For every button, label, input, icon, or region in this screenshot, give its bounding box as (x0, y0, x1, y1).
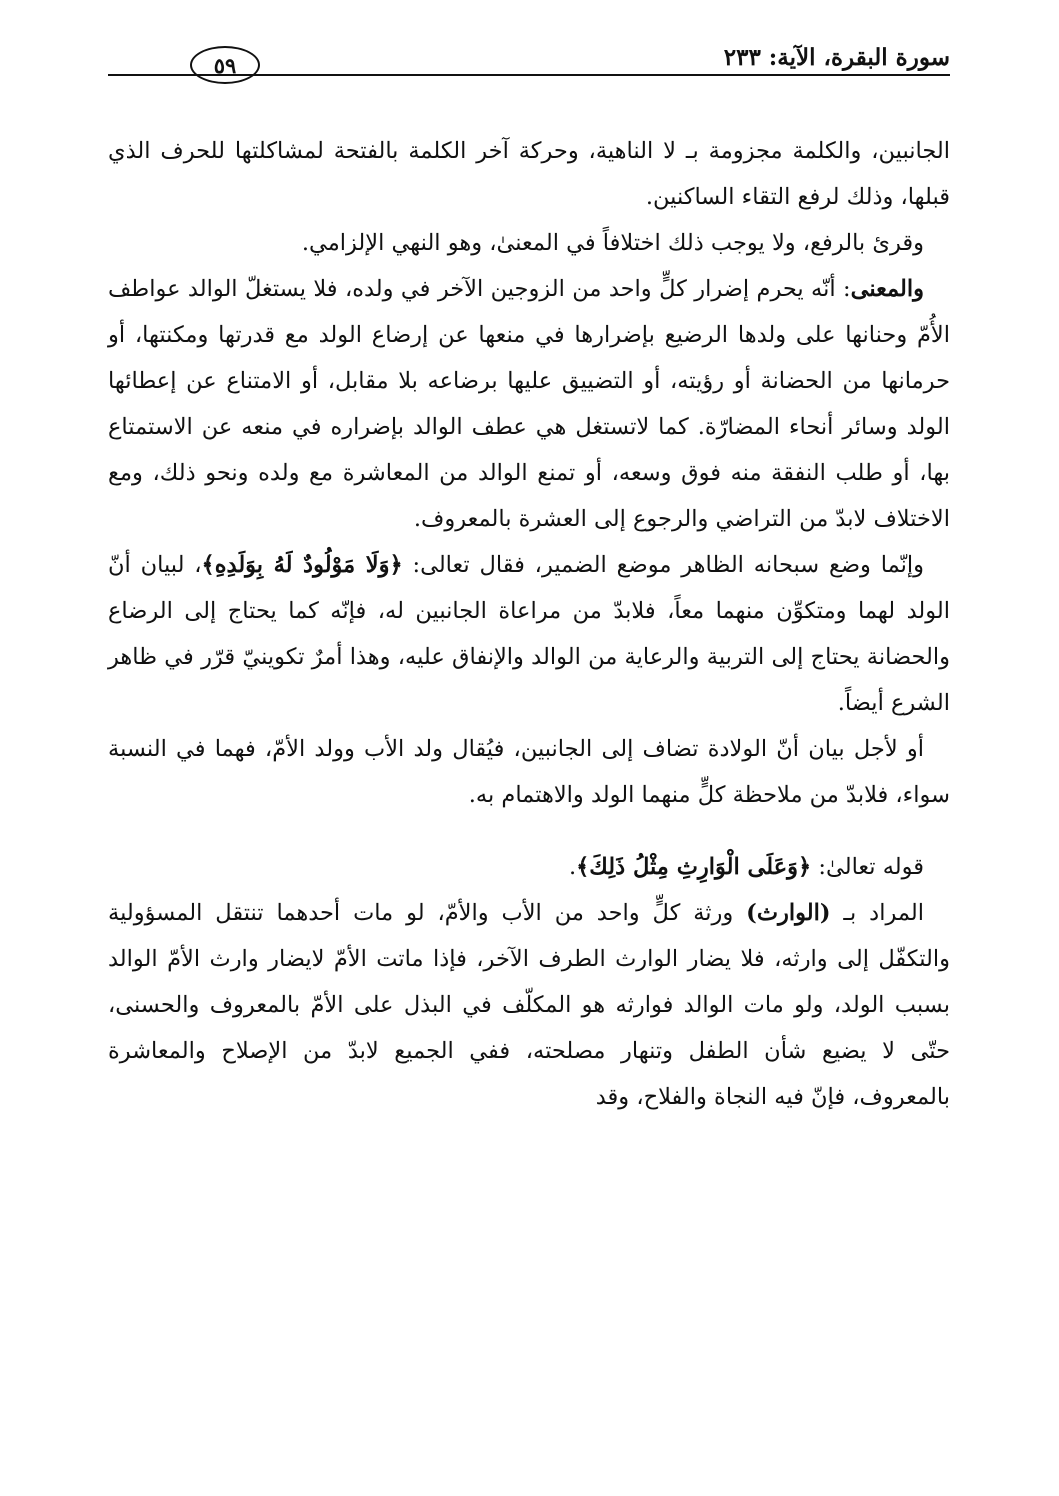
quran-quote: ﴿وَعَلَى الْوَارِثِ مِثْلُ ذَلِكَ﴾ (576, 854, 812, 880)
paragraph-5: أو لأجل بيان أنّ الولادة تضاف إلى الجانبين، فيُقال ولد الأب وولد الأمّ، فهما في النسبة سواء، فلابدّ من ملاحظة كلٍّ منهما الولد والاهتمام به. (108, 736, 950, 808)
paragraph-4: وإنّما وضع سبحانه الظاهر موضع الضمير، فقال تعالى: ﴿وَلَا مَوْلُودٌ لَهُ بِوَلَدِهِ﴾، لبيان أنّ الولد لهما ومتكوِّن منهما معاً، فلابدّ من مراعاة الجانبين له، فإنّه كما يحتاج إلى الرضاع والحضانة يحتاج إلى التربية والرعاية من الوالد والإنفاق عليه، وهذا أمرٌ تكوينيّ قرّر في ظاهر الشرع أيضاً. (108, 552, 950, 716)
page-number: ٥٩ (190, 46, 260, 84)
paragraph-6: قوله تعالىٰ: ﴿وَعَلَى الْوَارِثِ مِثْلُ ذَلِكَ﴾. (568, 854, 924, 880)
running-title: سورة البقرة، الآية: ٢٣٣ (723, 44, 950, 71)
header-rule (108, 74, 950, 76)
term: (الوارث) (746, 900, 831, 926)
page-header (108, 40, 950, 84)
paragraph-3: والمعنى: أنّه يحرم إضرار كلٍّ واحد من الزوجين الآخر في ولده، فلا يستغلّ الوالد عواطف الأُمّ وحنانها على ولدها الرضيع بإضرارها في منعها عن إرضاع الولد مع قدرتها ومكنتها، أو حرمانها من الحضانة أو رؤيته، أو التضييق عليها برضاعه بلا مقابل، أو الامتناع عن إعطائها الولد وسائر أنحاء المضارّة. كما لاتستغل هي عطف الوالد بإضراره في منعه عن الاستمتاع بها، أو طلب النفقة منه فوق وسعه، أو تمنع الوالد من المعاشرة مع ولده ونحو ذلك، ومع الاختلاف لابدّ من التراضي والرجوع إلى العشرة بالمعروف. (108, 276, 950, 532)
lead-term: والمعنى (850, 276, 924, 302)
paragraph-2: وقرئ بالرفع، ولا يوجب ذلك اختلافاً في المعنىٰ، وهو النهي الإلزامي. (301, 230, 924, 256)
page-body (108, 128, 950, 1120)
quran-quote: ﴿وَلَا مَوْلُودٌ لَهُ بِوَلَدِهِ﴾ (201, 552, 403, 578)
paragraph-7: المراد بـ (الوارث) ورثة كلٍّ واحد من الأب والأمّ، لو مات أحدهما تنتقل المسؤولية والتكفّل إلى وارثه، فلا يضار الوارث الطرف الآخر، فإذا ماتت الأمّ لايضار وارث الأمّ الوالد بسبب الولد، ولو مات الوالد فوارثه هو المكلّف في البذل على الأمّ بالمعروف والحسنى، حتّى لا يضيع شأن الطفل وتنهار مصلحته، ففي الجميع لابدّ من الإصلاح والمعاشرة بالمعروف، فإنّ فيه النجاة والفلاح، وقد (108, 900, 950, 1110)
paragraph-1: الجانبين، والكلمة مجزومة بـ لا الناهية، وحركة آخر الكلمة بالفتحة لمشاكلتها للحرف الذي قبلها، وذلك لرفع التقاء الساكنين. (108, 138, 950, 210)
